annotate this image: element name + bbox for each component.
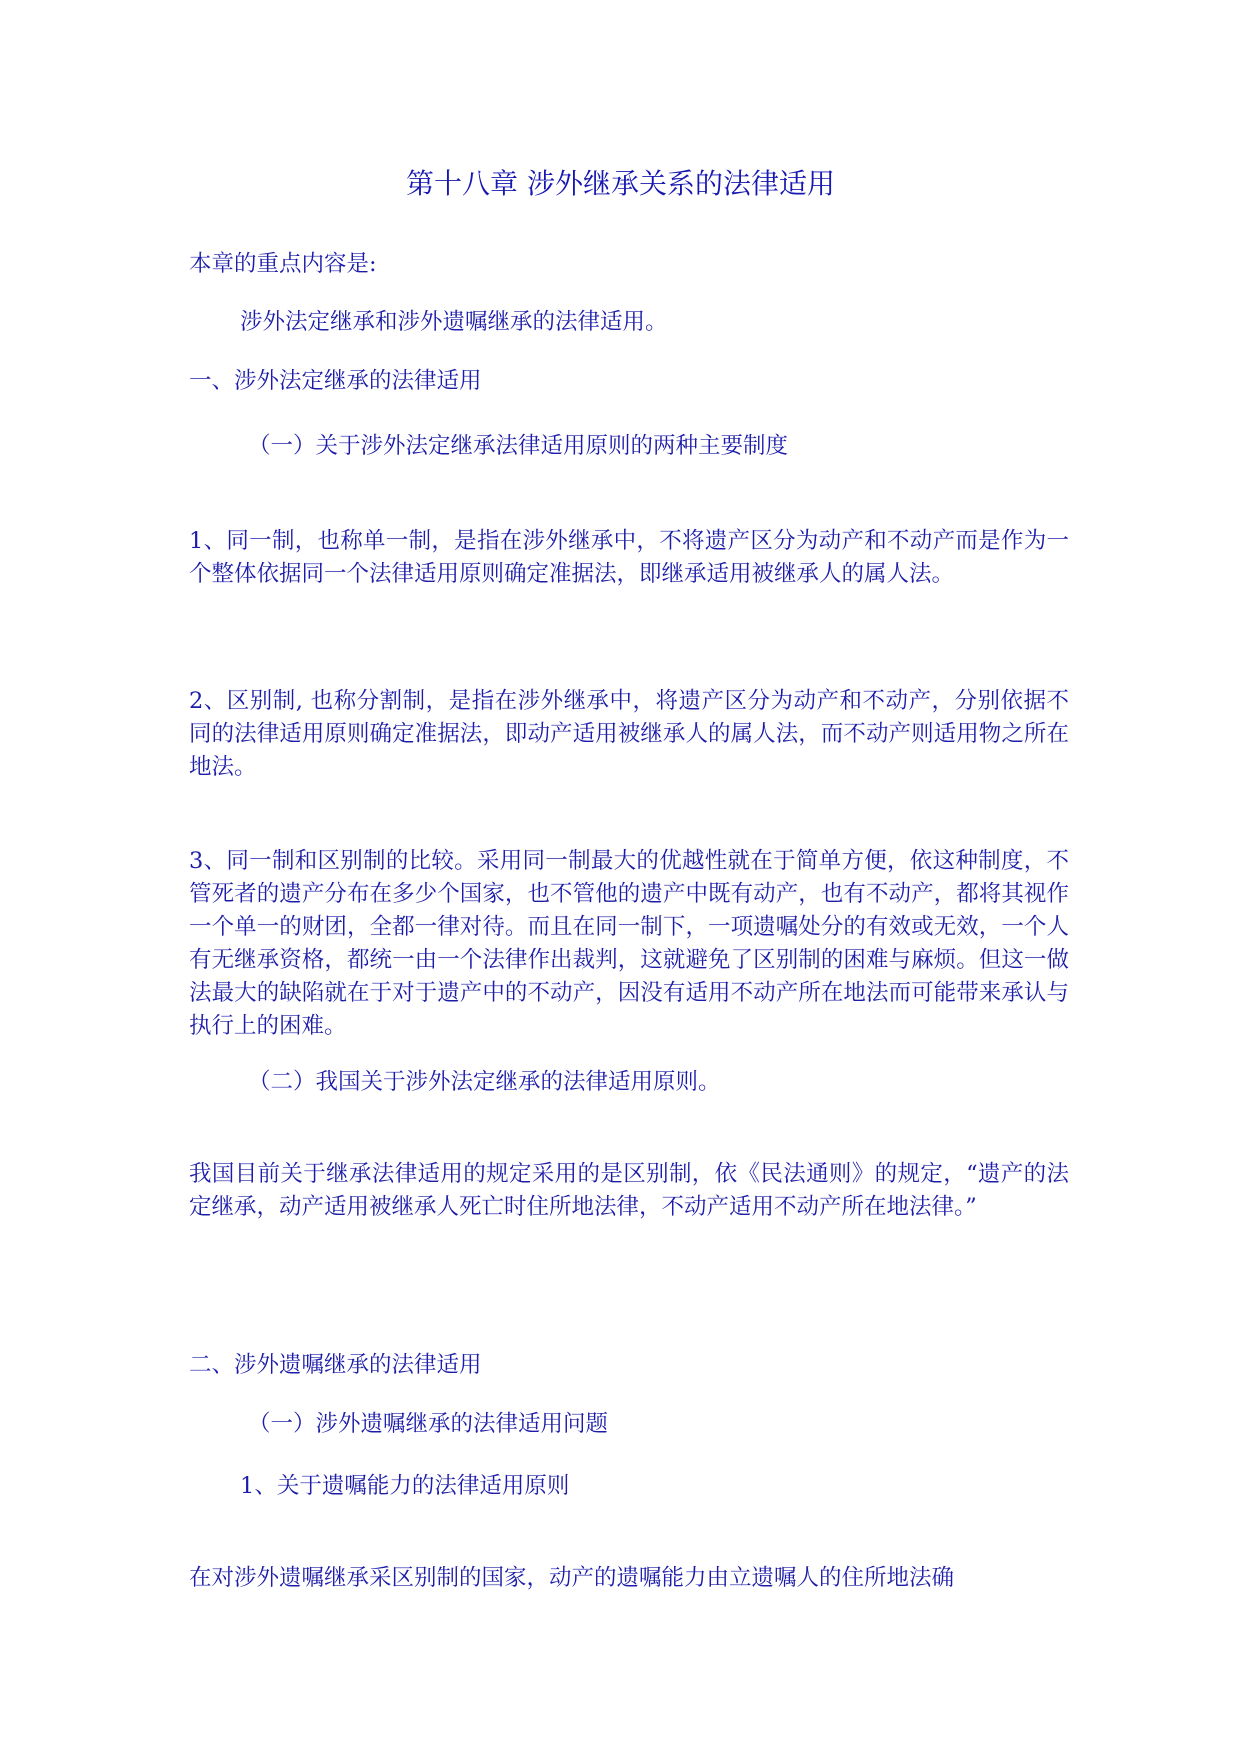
section1-paragraph-1: 1、同一制，也称单一制，是指在涉外继承中，不将遗产区分为动产和不动产而是作为一个整体依据同一个法律适用原则确定准据法，即继承适用被继承人的属人法。	[189, 528, 1069, 587]
section2-sub1-heading: （一）涉外遗嘱继承的法律适用问题	[248, 1411, 609, 1437]
key-content: 涉外法定继承和涉外遗嘱继承的法律适用。	[240, 309, 668, 335]
section1-sub2-heading: （二）我国关于涉外法定继承的法律适用原则。	[248, 1069, 721, 1095]
section2-heading: 二、涉外遗嘱继承的法律适用	[189, 1352, 482, 1378]
page-title: 第十八章 涉外继承关系的法律适用	[406, 167, 835, 200]
section1-paragraph-2: 2、区别制, 也称分割制，是指在涉外继承中，将遗产区分为动产和不动产，分别依据不同的法律适用原则确定准据法，即动产适用被继承人的属人法，而不动产则适用物之所在地法。	[189, 688, 1069, 780]
section1-paragraph-4: 我国目前关于继承法律适用的规定采用的是区别制，依《民法通则》的规定，“遗产的法定继承，动产适用被继承人死亡时住所地法律，不动产适用不动产所在地法律。”	[189, 1161, 1069, 1220]
intro-label: 本章的重点内容是:	[189, 251, 377, 277]
section1-paragraph-3: 3、同一制和区别制的比较。采用同一制最大的优越性就在于简单方便，依这种制度，不管死者的遗产分布在多少个国家，也不管他的遗产中既有动产，也有不动产，都将其视作一个单一的财团，全都一律对待。而且在同一制下，一项遗嘱处分的有效或无效，一个人有无继承资格，都统一由一个法律作出裁判，这就避免了区别制的困难与麻烦。但这一做法最大的缺陷就在于对于遗产中的不动产，因没有适用不动产所在地法而可能带来承认与执行上的困难。	[189, 848, 1069, 1039]
section2-item1-heading: 1、关于遗嘱能力的法律适用原则	[240, 1473, 570, 1499]
section2-paragraph-1: 在对涉外遗嘱继承采区别制的国家，动产的遗嘱能力由立遗嘱人的住所地法确	[189, 1565, 955, 1591]
section1-heading: 一、涉外法定继承的法律适用	[189, 368, 482, 394]
section1-sub1-heading: （一）关于涉外法定继承法律适用原则的两种主要制度	[248, 433, 789, 459]
